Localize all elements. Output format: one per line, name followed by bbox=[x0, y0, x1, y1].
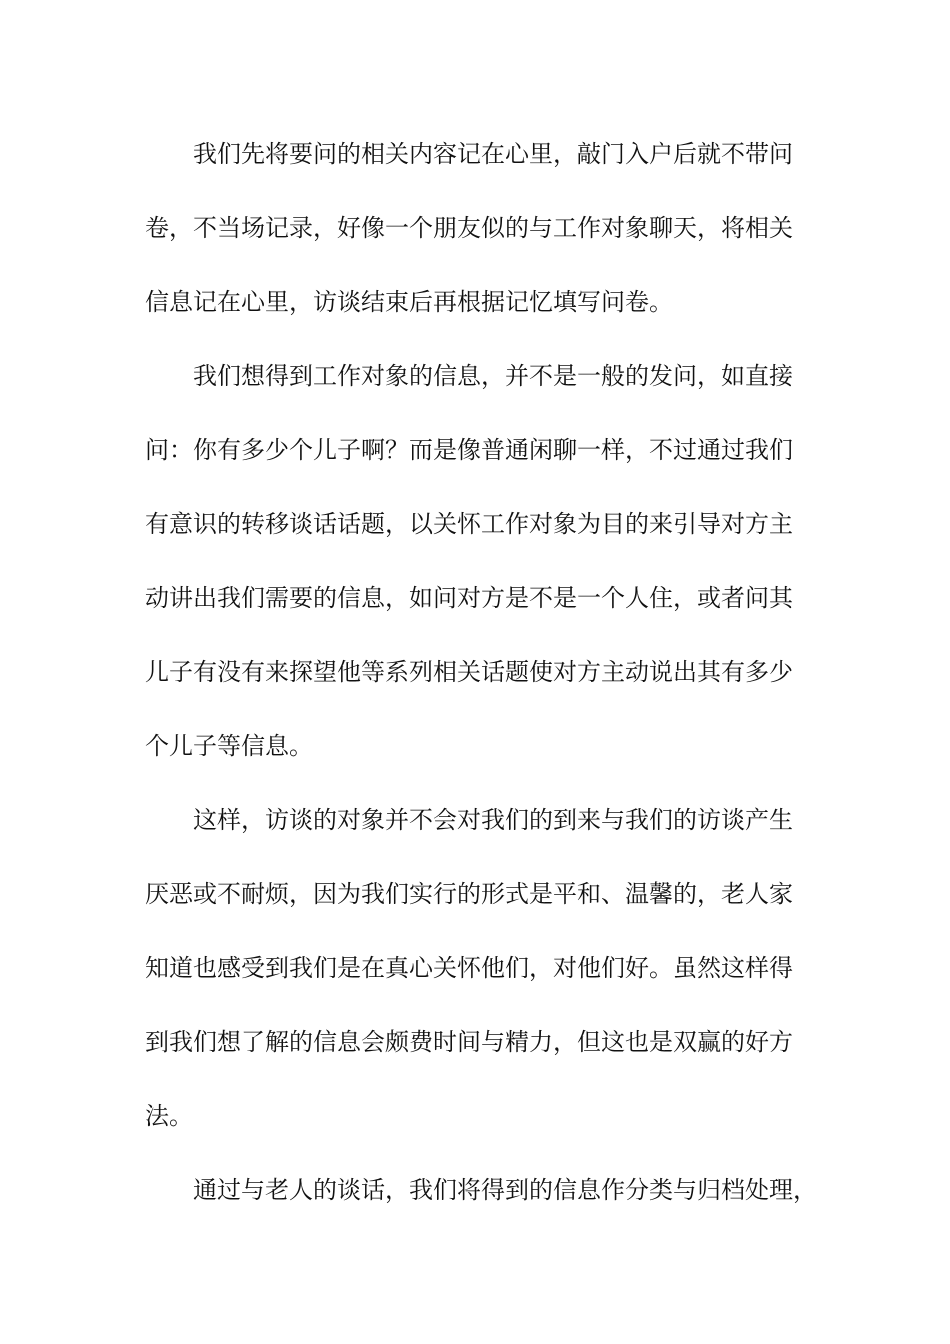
text-line: 卷，不当场记录，好像一个朋友似的与工作对象聊天，将相关 bbox=[145, 214, 793, 242]
text-line: 通过与老人的谈话，我们将得到的信息作分类与归档处理， bbox=[193, 1176, 817, 1204]
text-line: 信息记在心里，访谈结束后再根据记忆填写问卷。 bbox=[145, 288, 673, 316]
paragraph-2 bbox=[145, 354, 825, 798]
text-line: 法。 bbox=[145, 1102, 193, 1130]
text-line: 有意识的转移谈话话题，以关怀工作对象为目的来引导对方主 bbox=[145, 510, 793, 538]
text-line: 我们想得到工作对象的信息，并不是一般的发问，如直接 bbox=[193, 362, 793, 390]
text-line: 问：你有多少个儿子啊？而是像普通闲聊一样，不过通过我们 bbox=[145, 436, 793, 464]
paragraph-3 bbox=[145, 798, 825, 1168]
text-line: 到我们想了解的信息会颇费时间与精力，但这也是双赢的好方 bbox=[145, 1028, 793, 1056]
text-line: 这样，访谈的对象并不会对我们的到来与我们的访谈产生 bbox=[193, 806, 793, 834]
text-line: 厌恶或不耐烦，因为我们实行的形式是平和、温馨的，老人家 bbox=[145, 880, 793, 908]
text-line: 个儿子等信息。 bbox=[145, 732, 313, 760]
text-line: 动讲出我们需要的信息，如问对方是不是一个人住，或者问其 bbox=[145, 584, 793, 612]
text-line: 儿子有没有来探望他等系列相关话题使对方主动说出其有多少 bbox=[145, 658, 793, 686]
document-body bbox=[145, 132, 825, 1242]
paragraph-4 bbox=[145, 1168, 825, 1242]
text-line: 知道也感受到我们是在真心关怀他们，对他们好。虽然这样得 bbox=[145, 954, 793, 982]
paragraph-1 bbox=[145, 132, 825, 354]
text-line: 我们先将要问的相关内容记在心里，敲门入户后就不带问 bbox=[193, 140, 793, 168]
